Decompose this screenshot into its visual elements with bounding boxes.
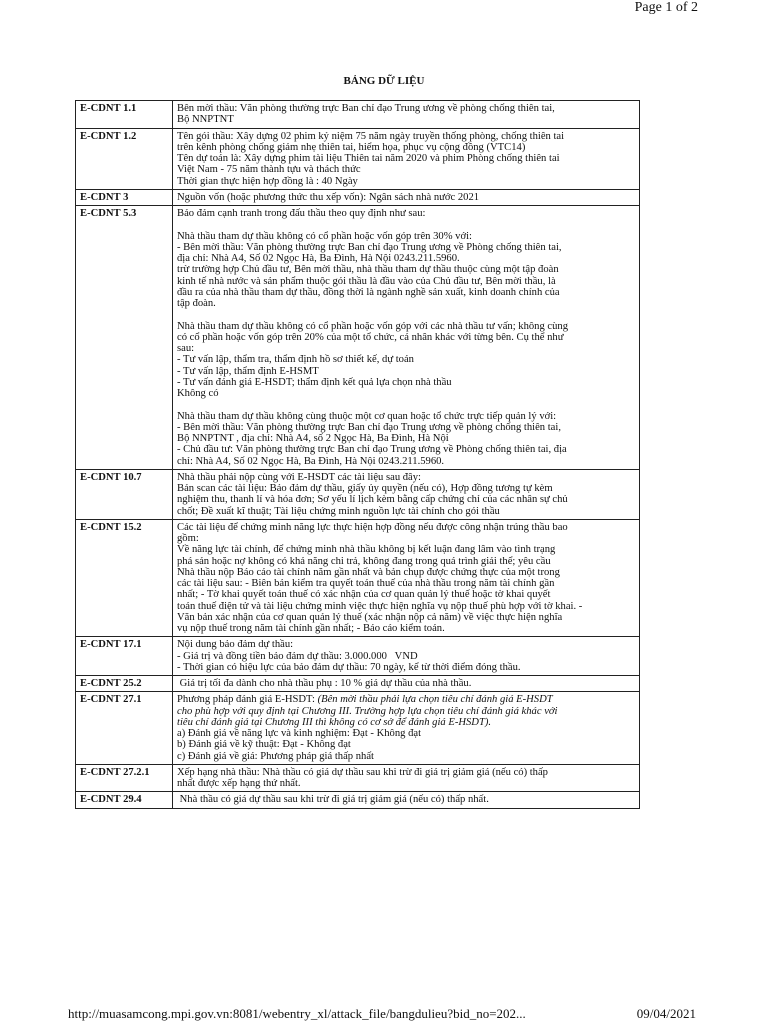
row-content — [173, 189, 640, 205]
table-row — [76, 128, 640, 189]
content-line: địa chỉ: Nhà A4, Số 02 Ngọc Hà, Ba Đình, Hà Nội 0243.211.5960. — [177, 253, 460, 264]
row-content — [173, 792, 640, 808]
row-content — [173, 206, 640, 470]
content-line: Bảo đảm cạnh tranh trong đấu thầu theo quy định như sau: — [177, 208, 426, 219]
table-row — [76, 637, 640, 676]
row-code: E-CDNT 27.1 — [76, 692, 173, 765]
content-line: gồm: — [177, 533, 199, 544]
row-content — [173, 128, 640, 189]
row-code: E-CDNT 1.2 — [76, 128, 173, 189]
content-line: nghiệm thu, thanh lí và hóa đơn; Sơ yếu lí lịch kèm bằng cấp chứng chỉ của các nhân sự chủ — [177, 494, 568, 506]
content-line: kinh tế nhà nước và sản phẩm thuộc gói thầu là đầu vào của Chủ đầu tư, Bên mời thầu, là — [177, 275, 556, 287]
content-line: Tên gói thầu: Xây dựng 02 phim kỷ niệm 75 năm ngày truyền thống phòng, chống thiên tai — [177, 130, 565, 142]
content-line: - Giá trị và đồng tiền bảo đảm dự thầu: 3.000.000 VND — [177, 650, 418, 662]
row-content — [173, 101, 640, 129]
content-line: tập đoàn. — [177, 298, 216, 309]
content-line: - Thời gian có hiệu lực của bảo đảm dự thầu: 70 ngày, kể từ thời điểm đóng thầu. — [177, 661, 521, 673]
table-row — [76, 206, 640, 470]
content-line — [177, 309, 635, 320]
content-line: có cổ phần hoặc vốn góp trên 20% của một tổ chức, cá nhân khác với từng bên. Cụ thể như — [177, 331, 564, 343]
content-line: nhất được xếp hạng thứ nhất. — [177, 778, 301, 789]
content-line: Các tài liệu để chứng minh năng lực thực hiện hợp đồng nếu được công nhận trúng thầu bao — [177, 521, 568, 533]
content-line: Phương pháp đánh giá E-HSDT: (Bên mời thầu phải lựa chọn tiêu chí đánh giá E-HSDT — [177, 694, 553, 706]
content-line: Giá trị tối đa dành cho nhà thầu phụ : 10 % giá dự thầu của nhà thầu. — [177, 678, 472, 689]
content-line: trừ trường hợp Chủ đầu tư, Bên mời thầu, nhà thầu tham dự thầu thuộc cùng một tập đoàn — [177, 264, 559, 276]
content-line: chốt; Đề xuất kĩ thuật; Tài liệu chứng minh nguồn lực tài chính cho gói thầu — [177, 505, 500, 517]
content-line: Nhà thầu có giá dự thầu sau khi trừ đi giá trị giảm giá (nếu có) thấp nhất. — [177, 794, 489, 806]
content-line: Nội dung bảo đảm dự thầu: — [177, 639, 294, 651]
row-content — [173, 764, 640, 792]
row-code: E-CDNT 25.2 — [76, 676, 173, 692]
row-content — [173, 469, 640, 519]
content-line: trên kênh phòng chống giảm nhẹ thiên tai, hiểm họa, phục vụ cộng đồng (VTC14) — [177, 141, 526, 153]
content-line: nhất; - Tờ khai quyết toán thuế có xác nhận của cơ quan quản lý thuế hoặc tờ khai quyết — [177, 589, 551, 601]
content-line: Việt Nam - 75 năm thành tựu và thách thức — [177, 164, 361, 176]
row-code: E-CDNT 3 — [76, 189, 173, 205]
content-line: Nhà thầu tham dự thầu không cùng thuộc một cơ quan hoặc tổ chức trực tiếp quản lý với: — [177, 410, 557, 422]
row-content — [173, 676, 640, 692]
content-line: Văn bản xác nhận của cơ quan quản lý thuế (xác nhận nộp cả năm) về việc thực hiện nghĩa — [177, 611, 563, 623]
content-line: toán thuế điện tử và tài liệu chứng minh việc thực hiện nghĩa vụ nộp thuế phù hợp với tờ khai. - — [177, 600, 583, 612]
footer-url: http://muasamcong.mpi.gov.vn:8081/webentry_xl/attack_file/bangdulieu?bid_no=202... — [68, 1006, 526, 1021]
content-line: Không có — [177, 388, 219, 399]
content-line: đầu ra của nhà thầu tham dự thầu, đồng thời là ngành nghề sản xuất, kinh doanh chính của — [177, 286, 560, 298]
table-row — [76, 692, 640, 765]
content-line: phá sản hoặc nợ không có khả năng chi trả, không đang trong quá trình giải thể; yêu cầu — [177, 555, 551, 567]
content-line: Nhà thầu tham dự thầu không có cổ phần hoặc vốn góp với các nhà thầu tư vấn; không cùng — [177, 320, 569, 332]
row-content — [173, 519, 640, 637]
content-line: - Bên mời thầu: Văn phòng thường trực Ban chỉ đạo Trung ương về Phòng chống thiên tai, — [177, 241, 562, 253]
row-code: E-CDNT 27.2.1 — [76, 764, 173, 792]
content-line: Bản scan các tài liệu: Bảo đảm dự thầu, giấy ủy quyền (nếu có), Hợp đồng tương tự kèm — [177, 483, 553, 494]
content-line: Thời gian thực hiện hợp đồng là : 40 Ngày — [177, 175, 358, 187]
content-line: Bộ NNPTNT — [177, 114, 234, 126]
content-line: a) Đánh giá về năng lực và kinh nghiệm: Đạt - Không đạt — [177, 728, 422, 739]
content-line: c) Đánh giá về giá: Phương pháp giá thấp nhất — [177, 750, 374, 762]
page-number: Page 1 of 2 — [634, 0, 698, 15]
content-line: chỉ: Nhà A4, Số 02 Ngọc Hà, Ba Đình, Hà Nội 0243.211.5960. — [177, 455, 445, 467]
content-line — [177, 399, 635, 410]
content-line: - Tư vấn lập, thẩm tra, thẩm định hồ sơ thiết kế, dự toán — [177, 354, 414, 366]
content-line: vụ nộp thuế trong năm tài chính gần nhất; - Báo cáo kiểm toán. — [177, 623, 445, 634]
row-code: E-CDNT 17.1 — [76, 637, 173, 676]
row-code: E-CDNT 29.4 — [76, 792, 173, 808]
table-row — [76, 764, 640, 792]
table-row — [76, 469, 640, 519]
content-line: - Tư vấn lập, thẩm định E-HSMT — [177, 365, 319, 377]
row-code: E-CDNT 10.7 — [76, 469, 173, 519]
content-line: - Tư vấn đánh giá E-HSDT; thẩm định kết quả lựa chọn nhà thầu — [177, 376, 452, 388]
document-title: BẢNG DỮ LIỆU — [343, 75, 425, 87]
table-body — [76, 101, 640, 809]
content-line: Nguồn vốn (hoặc phương thức thu xếp vốn): Ngân sách nhà nước 2021 — [177, 191, 480, 203]
content-line: Nhà thầu phải nộp cùng với E-HSDT các tài liệu sau đây: — [177, 471, 421, 483]
data-table — [75, 100, 640, 809]
content-line: Về năng lực tài chính, để chứng minh nhà thầu không bị kết luận đang lâm vào tình trạng — [177, 544, 556, 556]
row-code: E-CDNT 1.1 — [76, 101, 173, 129]
content-line: Bộ NNPTNT , địa chỉ: Nhà A4, số 2 Ngọc Hà, Ba Đình, Hà Nội — [177, 433, 449, 444]
content-line: Nhà thầu nộp Báo cáo tài chính năm gần nhất và bản chụp được chứng thực của một trong — [177, 566, 560, 578]
content-line: sau: — [177, 343, 195, 354]
footer-date: 09/04/2021 — [636, 1006, 696, 1021]
row-content — [173, 637, 640, 676]
table-row — [76, 189, 640, 205]
content-line: Nhà thầu tham dự thầu không có cổ phần hoặc vốn góp trên 30% với: — [177, 230, 472, 242]
content-line: Tên dự toán là: Xây dựng phim tài liệu Thiên tai năm 2020 và phim Phòng chống thiên tai — [177, 153, 560, 164]
content-line: cho phù hợp với quy định tại Chương III. Trường hợp lựa chọn tiêu chí đánh giá khác với — [177, 705, 558, 717]
content-line: b) Đánh giá về kỹ thuật: Đạt - Không đạt — [177, 739, 351, 751]
content-line: Bên mời thầu: Văn phòng thường trực Ban chỉ đạo Trung ương về phòng chống thiên tai, — [177, 103, 555, 114]
content-line: - Chủ đầu tư: Văn phòng thường trực Ban chỉ đạo Trung ương về Phòng chống thiên tai, địa — [177, 444, 567, 456]
table-row — [76, 519, 640, 637]
row-code: E-CDNT 5.3 — [76, 206, 173, 470]
row-content — [173, 692, 640, 765]
content-line: các tài liệu sau: - Biên bản kiểm tra quyết toán thuế của nhà thầu trong năm tài chính gần — [177, 578, 555, 589]
content-line — [177, 219, 635, 230]
table-row — [76, 676, 640, 692]
row-code: E-CDNT 15.2 — [76, 519, 173, 637]
content-line: - Bên mời thầu: Văn phòng thường trực Ban chỉ đạo Trung ương về phòng chống thiên tai, — [177, 421, 561, 433]
table-row — [76, 101, 640, 129]
content-line: tiêu chí đánh giá tại Chương III thì không có cơ sở để đánh giá E-HSDT). — [177, 716, 492, 728]
table-row — [76, 792, 640, 808]
content-line: Xếp hạng nhà thầu: Nhà thầu có giá dự thầu sau khi trừ đi giá trị giảm giá (nếu có) thấp — [177, 766, 548, 778]
